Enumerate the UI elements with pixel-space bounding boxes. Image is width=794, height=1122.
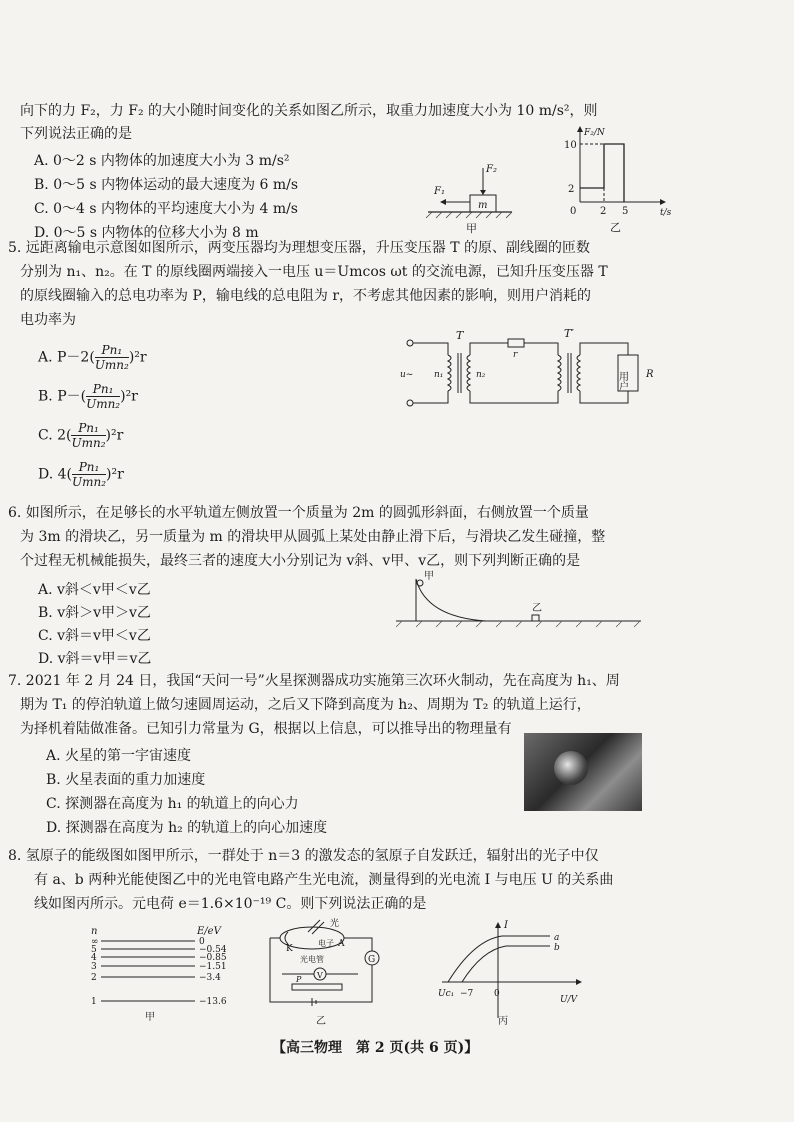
q5-option-d: D. 4( $\frac{\text{Pn₁}}{\text{Umn₂}}$ )²r (38, 460, 124, 489)
q7-option-c: C. 探测器在高度为 h₁ 的轨道上的向心力 (46, 796, 299, 812)
q7-line3: 为择机着陆做准备。已知引力常量为 G，根据以上信息，可以推导出的物理量有 (20, 721, 512, 737)
q4-intro-line2: 下列说法正确的是 (20, 126, 132, 142)
q5-line4: 电功率为 (20, 312, 76, 328)
photoelectric-circuit-figure (262, 916, 384, 1028)
yaxis-label: F₂/N (584, 128, 605, 138)
q6-line1: 6. 如图所示，在足够长的水平轨道左侧放置一个质量为 2m 的圆弧形斜面，右侧放置一个质量 (8, 505, 589, 521)
source-u-label: u~ (400, 370, 414, 380)
tube-label: 光电管 (300, 955, 324, 964)
q8-line1: 8. 氢原子的能级图如图甲所示，一群处于 n＝3 的激发态的氢原子自发跃迁，辐射出的光子中仅 (8, 848, 599, 864)
xaxis-label: t/s (660, 208, 672, 218)
mars-photo (524, 733, 642, 811)
q5-line2: 分别为 n₁、n₂。在 T 的原线圈两端接入一电压 u＝Umcos ωt 的交流电源，已知升压变压器 T (20, 264, 608, 280)
q5-option-b: B. P－( $\frac{\text{Pn₁}}{\text{Umn₂}}$ )²r (38, 382, 138, 411)
q5-option-c: C. 2( $\frac{\text{Pn₁}}{\text{Umn₂}}$ )²r (38, 421, 124, 450)
svg-text:−0.54: −0.54 (199, 945, 227, 955)
q4-intro-line1: 向下的力 F₂，力 F₂ 的大小随时间变化的关系如图乙所示，取重力加速度大小为 10 m/s²，则 (20, 103, 598, 119)
q6-option-b: B. v斜＞v甲＞v乙 (38, 605, 151, 621)
fig-yi-caption: 乙 (610, 221, 621, 234)
q7-line1: 7. 2021 年 2 月 24 日，我国“天问一号”火星探测器成功实施第三次环火制动，先在高度为 h₁、周 (8, 673, 620, 689)
x-tick-2: 2 (600, 206, 607, 217)
q4-figure-yi (560, 124, 675, 236)
svg-text:−0.85: −0.85 (199, 953, 227, 963)
svg-text:5: 5 (91, 945, 97, 955)
voltmeter-v-label: V (317, 971, 323, 980)
q7-line2: 期为 T₁ 的停泊轨道上做匀速圆周运动，之后又下降到高度为 h₂、周期为 T₂ 的轨道上运行， (20, 697, 591, 713)
user-label: 用户 (616, 371, 628, 391)
q7-option-a: A. 火星的第一宇宙速度 (46, 748, 192, 764)
svg-text:−13.6: −13.6 (199, 997, 227, 1007)
q5-line3: 的原线圈输入的总电功率为 P，输电线的总电阻为 r，不考虑其他因素的影响，则用户消耗的 (20, 288, 592, 304)
f1-label: F₁ (434, 186, 445, 197)
q6-option-c: C. v斜＝v甲＜v乙 (38, 628, 151, 644)
transformer-t-label: T (456, 329, 464, 342)
q8-line3: 线如图丙所示。元电荷 e＝1.6×10⁻¹⁹ C。则下列说法正确的是 (34, 896, 427, 912)
svg-text:−3.4: −3.4 (199, 973, 221, 983)
q4-option-a: A. 0～2 s 内物体的加速度大小为 3 m/s² (34, 153, 290, 169)
x-tick-0: 0 (570, 206, 577, 217)
q5-line1: 5. 远距离输电示意图如图所示，两变压器均为理想变压器，升压变压器 T 的原、副线圈的匝数 (8, 240, 591, 256)
y-tick-10: 10 (564, 140, 577, 151)
svg-text:0: 0 (199, 937, 205, 947)
q8-line2: 有 a、b 两种光能使图乙中的光电管电路产生光电流，测量得到的光电流 I 与电压 U 的关系曲 (34, 872, 614, 888)
q6-track-figure (396, 565, 646, 635)
q7-option-d: D. 探测器在高度为 h₂ 的轨道上的向心加速度 (46, 820, 328, 836)
energy-level-figure (85, 922, 245, 1022)
fig-yi-caption-8: 乙 (316, 1016, 326, 1027)
level-row (91, 997, 227, 1007)
anode-a-label: A (338, 939, 345, 949)
level-row (91, 973, 221, 983)
q6-option-a: A. v斜＜v甲＜v乙 (38, 582, 151, 598)
origin-label: 0 (494, 989, 500, 999)
svg-text:3: 3 (91, 962, 97, 972)
block-yi-label: 乙 (532, 603, 542, 614)
n1-label: n₁ (434, 370, 444, 380)
q4-option-d: D. 0～5 s 内物体的位移大小为 8 m (34, 225, 259, 241)
q5-option-a: A. P－2( $\frac{\text{Pn₁}}{\text{Umn₂}}$ )²r (38, 343, 147, 372)
u-axis-label: U/V (560, 995, 578, 1005)
svg-text:−1.51: −1.51 (199, 962, 227, 972)
q4-option-b: B. 0～5 s 内物体运动的最大速度为 6 m/s (34, 177, 299, 193)
n-axis-label: n (91, 926, 98, 937)
light-label: 光 (330, 919, 340, 929)
cathode-k-label: K (286, 944, 293, 954)
level-row (91, 937, 205, 947)
q4-figure-jia (420, 150, 520, 235)
page-footer: 【高三物理 第 2 页(共 6 页)】 (272, 1040, 479, 1056)
svg-text:4: 4 (91, 953, 97, 963)
fig-bing-caption: 丙 (498, 1016, 508, 1027)
svg-text:∞: ∞ (91, 937, 99, 947)
svg-text:1: 1 (91, 997, 97, 1007)
svg-text:2: 2 (91, 973, 97, 983)
r-load-label: R (646, 369, 654, 380)
q7-option-b: B. 火星表面的重力加速度 (46, 772, 206, 788)
y-tick-2: 2 (568, 184, 575, 195)
uc-label: Uc₁ (438, 989, 455, 999)
q6-line3: 个过程无机械能损失，最终三者的速度大小分别记为 v斜、v甲、v乙，则下列判断正确的是 (20, 553, 581, 569)
q6-option-d: D. v斜＝v甲＝v乙 (38, 651, 152, 667)
level-row (91, 962, 227, 972)
block-jia-label: 甲 (424, 571, 434, 582)
fig-jia-caption: 甲 (466, 222, 477, 235)
iu-curve-figure (436, 918, 586, 1028)
mass-label: m (478, 200, 488, 211)
e-axis-label: E/eV (197, 926, 221, 937)
i-axis-label: I (504, 920, 508, 931)
neg7-label: −7 (460, 989, 474, 999)
curve-a-label: a (554, 933, 560, 943)
q6-line2: 为 3m 的滑块乙，另一质量为 m 的滑块甲从圆弧上某处由静止滑下后，与滑块乙发生碰撞，整 (20, 529, 606, 545)
resistor-r-label: r (513, 350, 518, 360)
n2-label: n₂ (476, 370, 486, 380)
fig-jia-caption-8: 甲 (145, 1012, 155, 1022)
transformer-t2-label: T′ (564, 327, 574, 340)
x-tick-5: 5 (622, 206, 629, 217)
q5-circuit-figure (400, 325, 690, 417)
q4-option-c: C. 0～4 s 内物体的平均速度大小为 4 m/s (34, 201, 298, 217)
electron-label: 电子 (318, 939, 334, 948)
galvanometer-g-label: G (368, 955, 376, 965)
f2-label: F₂ (486, 164, 497, 175)
curve-b-label: b (554, 943, 560, 953)
slider-p-label: P (296, 975, 302, 984)
